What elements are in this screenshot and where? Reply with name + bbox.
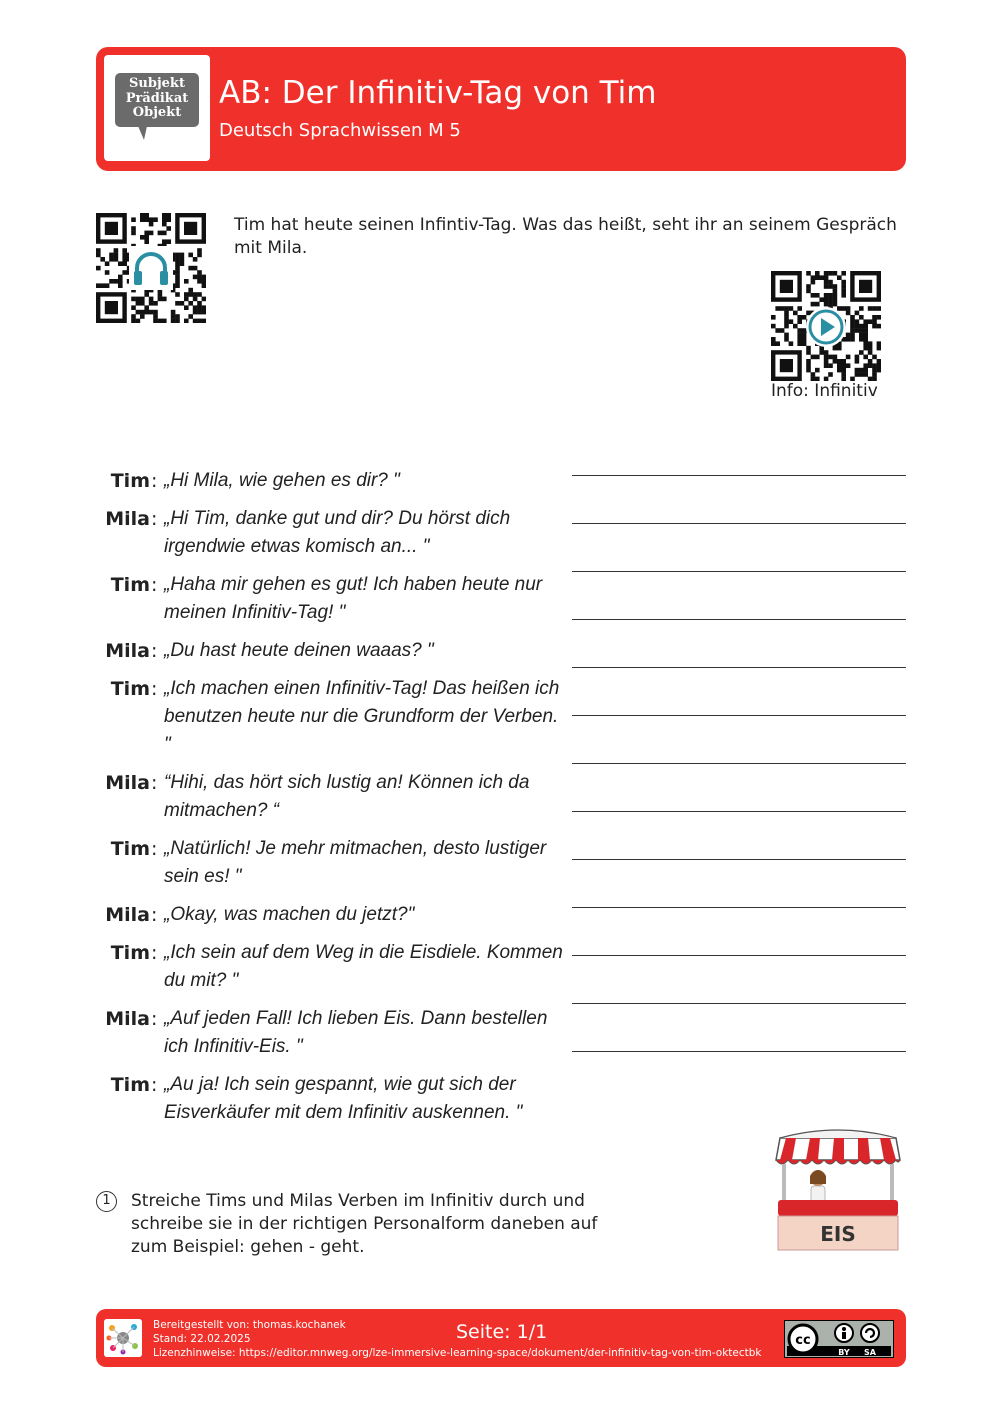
writing-line[interactable] <box>572 907 906 908</box>
speaker-colon: : <box>151 508 158 530</box>
dialogue-line <box>90 769 570 825</box>
stall-awning <box>776 1130 900 1164</box>
writing-line[interactable] <box>572 619 906 620</box>
cc-icon: cc <box>795 1333 811 1348</box>
speech-text: „Ich sein auf dem Weg in die Eisdiele. Kommen du mit? " <box>164 942 563 991</box>
ice-cream-stall-illustration <box>770 1124 906 1256</box>
speaker-name: Tim <box>110 678 150 700</box>
intro-text: Tim hat heute seinen Infintiv-Tag. Was das heißt, seht ihr an seinem Gespräch mit Mila. <box>234 215 897 258</box>
dialogue-line <box>90 637 570 665</box>
speaker-name: Tim <box>110 838 150 860</box>
speech-text: „Haha mir gehen es gut! Ich haben heute nur meinen Infinitiv-Tag! " <box>164 574 543 623</box>
writing-line[interactable] <box>572 955 906 956</box>
speaker-colon: : <box>151 678 158 700</box>
speaker-name: Tim <box>110 574 150 596</box>
speech-text: „Hi Mila, wie gehen es dir? " <box>164 470 400 491</box>
logo-line-praedikat: Prädikat <box>125 90 189 106</box>
logo-line-objekt: Objekt <box>132 105 182 120</box>
dialogue-line <box>90 1071 570 1127</box>
speaker-name: Mila <box>105 772 150 794</box>
speech-bubble-icon <box>115 73 199 127</box>
speech-text: „Okay, was machen du jetzt?" <box>164 904 415 925</box>
footer-banner <box>96 1309 906 1367</box>
speech-text: „Natürlich! Je mehr mitmachen, desto lustiger sein es! " <box>164 838 547 887</box>
dialogue-line <box>90 571 570 627</box>
speaker-colon: : <box>151 838 158 860</box>
audio-qr-code[interactable] <box>96 213 206 323</box>
writing-line[interactable] <box>572 667 906 668</box>
writing-line[interactable] <box>572 859 906 860</box>
speaker-colon: : <box>151 640 158 662</box>
speech-text: „Ich machen einen Infinitiv-Tag! Das heißen ich benutzen heute nur die Grundform der Verben. " <box>164 678 560 755</box>
stall-sign: EIS <box>820 1222 856 1246</box>
speaker-colon: : <box>151 772 158 794</box>
dialogue <box>90 467 570 1137</box>
date-stamp: Stand: 22.02.2025 <box>153 1333 251 1345</box>
dialogue-line <box>90 901 570 929</box>
speaker-colon: : <box>151 1074 158 1096</box>
speaker-colon: : <box>151 470 158 492</box>
dialogue-line <box>90 505 570 561</box>
cc-by-sa-badge <box>784 1320 894 1358</box>
speaker-name: Mila <box>105 508 150 530</box>
speaker-name: Tim <box>110 1074 150 1096</box>
dialogue-line <box>90 835 570 891</box>
speech-text: “Hihi, das hört sich lustig an! Können ich da mitmachen? “ <box>164 772 530 821</box>
video-qr-label: Info: Infinitiv <box>771 381 878 401</box>
vendor-figure <box>810 1170 826 1202</box>
speaker-name: Mila <box>105 640 150 662</box>
speaker-name: Mila <box>105 1008 150 1030</box>
stall-counter <box>778 1200 898 1216</box>
speaker-name: Tim <box>110 470 150 492</box>
provided-by: Bereitgestellt von: thomas.kochanek <box>153 1319 346 1331</box>
task-number-badge: 1 <box>96 1191 117 1212</box>
writing-line[interactable] <box>572 1003 906 1004</box>
subject-logo <box>104 55 210 161</box>
video-qr-code[interactable] <box>771 271 881 381</box>
license-link[interactable]: Lizenzhinweise: https://editor.mnweg.org/lze-immersive-learning-space/dokument/der-infinitiv-tag-von-tim-oktectbk <box>153 1347 762 1359</box>
speech-text: „Du hast heute deinen waaas? " <box>164 640 434 661</box>
writing-line[interactable] <box>572 475 906 476</box>
speaker-name: Mila <box>105 904 150 926</box>
speech-text: „Hi Tim, danke gut und dir? Du hörst dich irgendwie etwas komisch an... " <box>164 508 511 557</box>
dialogue-line <box>90 675 570 759</box>
svg-text:SA: SA <box>864 1348 876 1357</box>
logo-line-subjekt: Subjekt <box>129 76 185 91</box>
writing-line[interactable] <box>572 715 906 716</box>
header-banner <box>96 47 906 171</box>
speaker-colon: : <box>151 1008 158 1030</box>
speaker-colon: : <box>151 904 158 926</box>
writing-line[interactable] <box>572 571 906 572</box>
writing-line[interactable] <box>572 523 906 524</box>
writing-line[interactable] <box>572 1051 906 1052</box>
speaker-colon: : <box>151 942 158 964</box>
speaker-colon: : <box>151 574 158 596</box>
writing-line[interactable] <box>572 811 906 812</box>
dialogue-line <box>90 467 570 495</box>
network-logo-icon <box>104 1319 142 1357</box>
page-title: AB: Der Infinitiv-Tag von Tim <box>219 75 657 111</box>
speaker-name: Tim <box>110 942 150 964</box>
by-icon <box>842 1332 846 1339</box>
speech-text: „Au ja! Ich sein gespannt, wie gut sich der Eisverkäufer mit dem Infinitiv auskennen. " <box>164 1074 523 1123</box>
task-instructions: Streiche Tims und Milas Verben im Infinitiv durch und schreibe sie in der richtigen Personalform daneben auf zum Beispiel: gehen - geht. <box>131 1191 598 1257</box>
page-subtitle: Deutsch Sprachwissen M 5 <box>219 120 461 141</box>
bubble-tail <box>138 126 147 140</box>
dialogue-line <box>90 1005 570 1061</box>
writing-line[interactable] <box>572 763 906 764</box>
page-number: Seite: 1/1 <box>456 1321 548 1343</box>
speech-text: „Auf jeden Fall! Ich lieben Eis. Dann bestellen ich Infinitiv-Eis. " <box>164 1008 548 1057</box>
svg-text:BY: BY <box>838 1348 850 1357</box>
dialogue-line <box>90 939 570 995</box>
